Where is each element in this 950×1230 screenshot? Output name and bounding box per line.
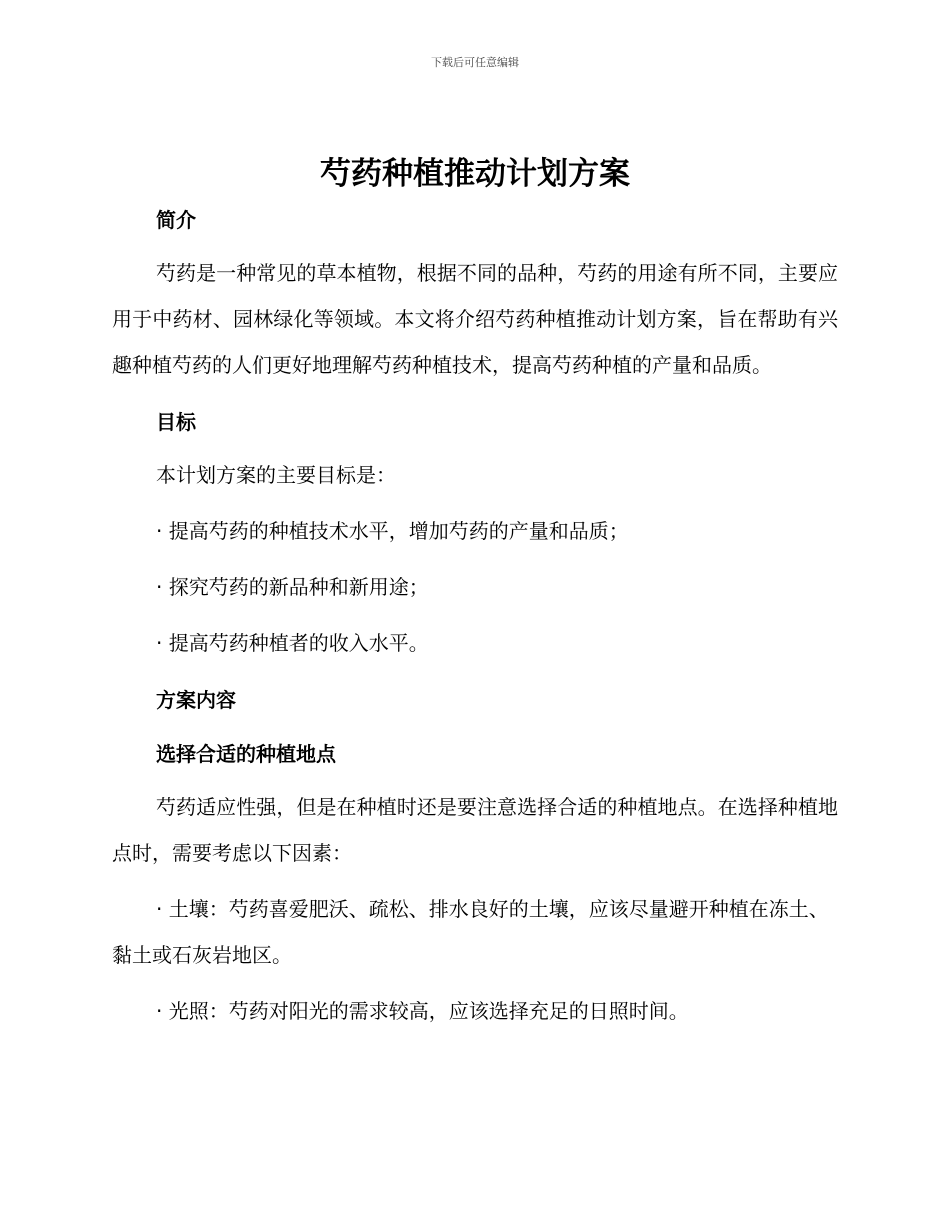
site-heading: 选择合适的种植地点 [156,742,336,766]
plan-heading: 方案内容 [156,688,236,712]
goal-item: · 提高芍药的种植技术水平，增加芍药的产量和品质； [156,519,629,543]
site-item: · 光照：芍药对阳光的需求较高，应该选择充足的日照时间。 [156,999,689,1023]
goal-heading: 目标 [156,410,196,434]
document-title: 芍药种植推动计划方案 [320,156,630,192]
intro-heading: 简介 [156,208,196,232]
site-paragraph: 芍药适应性强，但是在种植时还是要注意选择合适的种植地点。在选择种植地点时，需要考虑以下因素： [112,795,838,865]
site-item: · 土壤：芍药喜爱肥沃、疏松、排水良好的土壤，应该尽量避开种植在冻土、黏土或石灰岩地区。 [112,897,829,967]
goal-item: · 探究芍药的新品种和新用途； [156,575,429,599]
goal-item: · 提高芍药种植者的收入水平。 [156,631,429,655]
document-body [112,148,838,1034]
goal-intro: 本计划方案的主要目标是： [156,463,396,487]
intro-paragraph: 芍药是一种常见的草本植物，根据不同的品种，芍药的用途有所不同，主要应用于中药材、园林绿化等领域。本文将介绍芍药种植推动计划方案，旨在帮助有兴趣种植芍药的人们更好地理解芍药种植技术，提高芍药种植的产量和品质。 [112,261,838,377]
header-note: 下载后可任意编辑 [431,56,519,69]
